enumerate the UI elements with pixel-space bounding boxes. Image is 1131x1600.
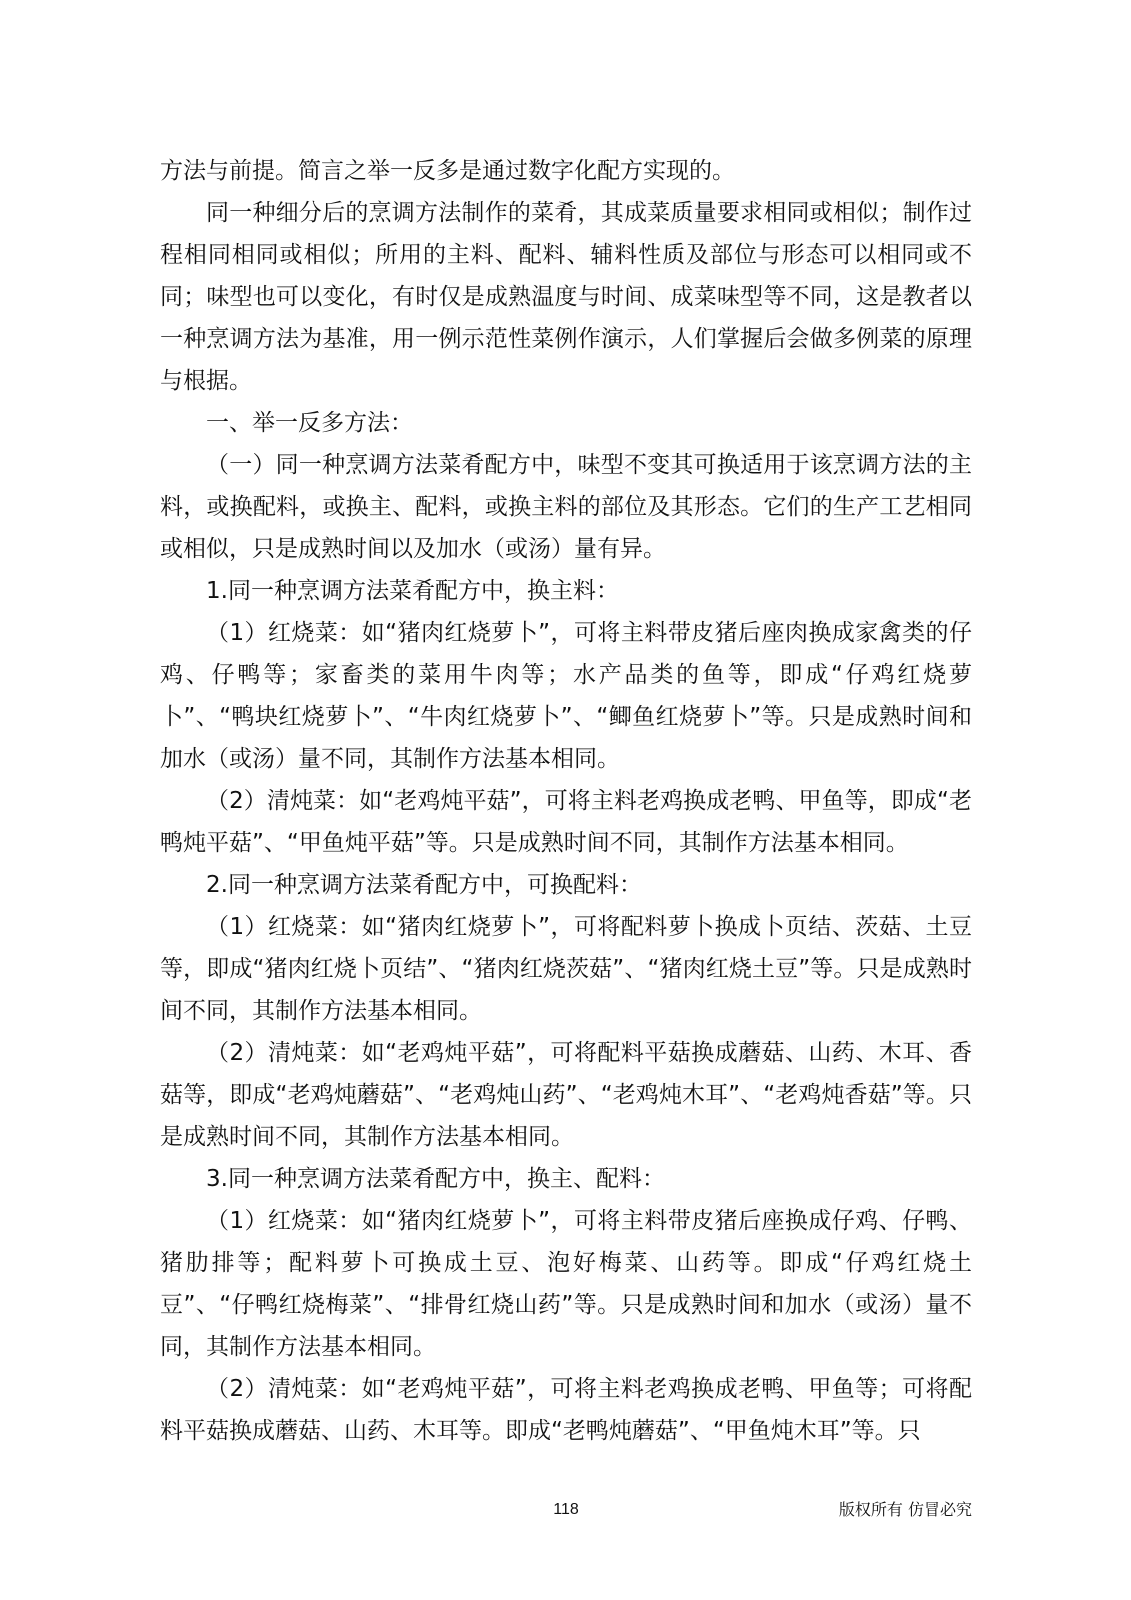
list-item: （1）红烧菜：如“猪肉红烧萝卜”，可将主料带皮猪后座肉换成家禽类的仔鸡、仔鸭等；家畜类的菜用牛肉等；水产品类的鱼等，即成“仔鸡红烧萝卜”、“鸭块红烧萝卜”、“牛肉红烧萝卜”、“鲫鱼红烧萝卜”等。只是成熟时间和加水（或汤）量不同，其制作方法基本相同。 (160, 620, 972, 772)
page-number: 118 (553, 1501, 579, 1518)
paragraph-2: 同一种细分后的烹调方法制作的菜肴，其成菜质量要求相同或相似；制作过程相同相同或相似；所用的主料、配料、辅料性质及部位与形态可以相同或不同；味型也可以变化，有时仅是成熟温度与时间、成菜味型等不同，这是教者以一种烹调方法为基准，用一例示范性菜例作演示，人们掌握后会做多例菜的原理与根据。 (160, 200, 972, 394)
list-item: （2）清炖菜：如“老鸡炖平菇”，可将配料平菇换成蘑菇、山药、木耳、香菇等，即成“老鸡炖蘑菇”、“老鸡炖山药”、“老鸡炖木耳”、“老鸡炖香菇”等。只是成熟时间不同，其制作方法基本相同。 (160, 1040, 972, 1150)
copyright-notice: 版权所有 仿冒必究 (838, 1500, 972, 1519)
paragraph-1: 方法与前提。简言之举一反多是通过数字化配方实现的。 (160, 158, 735, 184)
list-item: （2）清炖菜：如“老鸡炖平菇”，可将主料老鸡换成老鸭、甲鱼等，即成“老鸭炖平菇”、“甲鱼炖平菇”等。只是成熟时间不同，其制作方法基本相同。 (160, 788, 972, 856)
section-heading: 一、举一反多方法： (206, 410, 413, 436)
list-item: （1）红烧菜：如“猪肉红烧萝卜”，可将主料带皮猪后座换成仔鸡、仔鸭、猪肋排等；配料萝卜可换成土豆、泡好梅菜、山药等。即成“仔鸡红烧土豆”、“仔鸭红烧梅菜”、“排骨红烧山药”等。只是成熟时间和加水（或汤）量不同，其制作方法基本相同。 (160, 1208, 972, 1360)
list-item: （2）清炖菜：如“老鸡炖平菇”，可将主料老鸡换成老鸭、甲鱼等；可将配料平菇换成蘑菇、山药、木耳等。即成“老鸭炖蘑菇”、“甲鱼炖木耳”等。只 (160, 1376, 972, 1444)
item-heading-2: 2.同一种烹调方法菜肴配方中，可换配料： (206, 872, 642, 898)
page-footer (160, 1496, 972, 1524)
list-item: （1）红烧菜：如“猪肉红烧萝卜”，可将配料萝卜换成卜页结、茨菇、土豆等，即成“猪肉红烧卜页结”、“猪肉红烧茨菇”、“猪肉红烧土豆”等。只是成熟时间不同，其制作方法基本相同。 (160, 914, 972, 1024)
item-heading-3: 3.同一种烹调方法菜肴配方中，换主、配料： (206, 1166, 665, 1192)
page-body (160, 150, 972, 1452)
paragraph-subsection-1: （一）同一种烹调方法菜肴配方中，味型不变其可换适用于该烹调方法的主料，或换配料，或换主、配料，或换主料的部位及其形态。它们的生产工艺相同或相似，只是成熟时间以及加水（或汤）量有异。 (160, 452, 972, 562)
item-heading-1: 1.同一种烹调方法菜肴配方中，换主料： (206, 578, 619, 604)
